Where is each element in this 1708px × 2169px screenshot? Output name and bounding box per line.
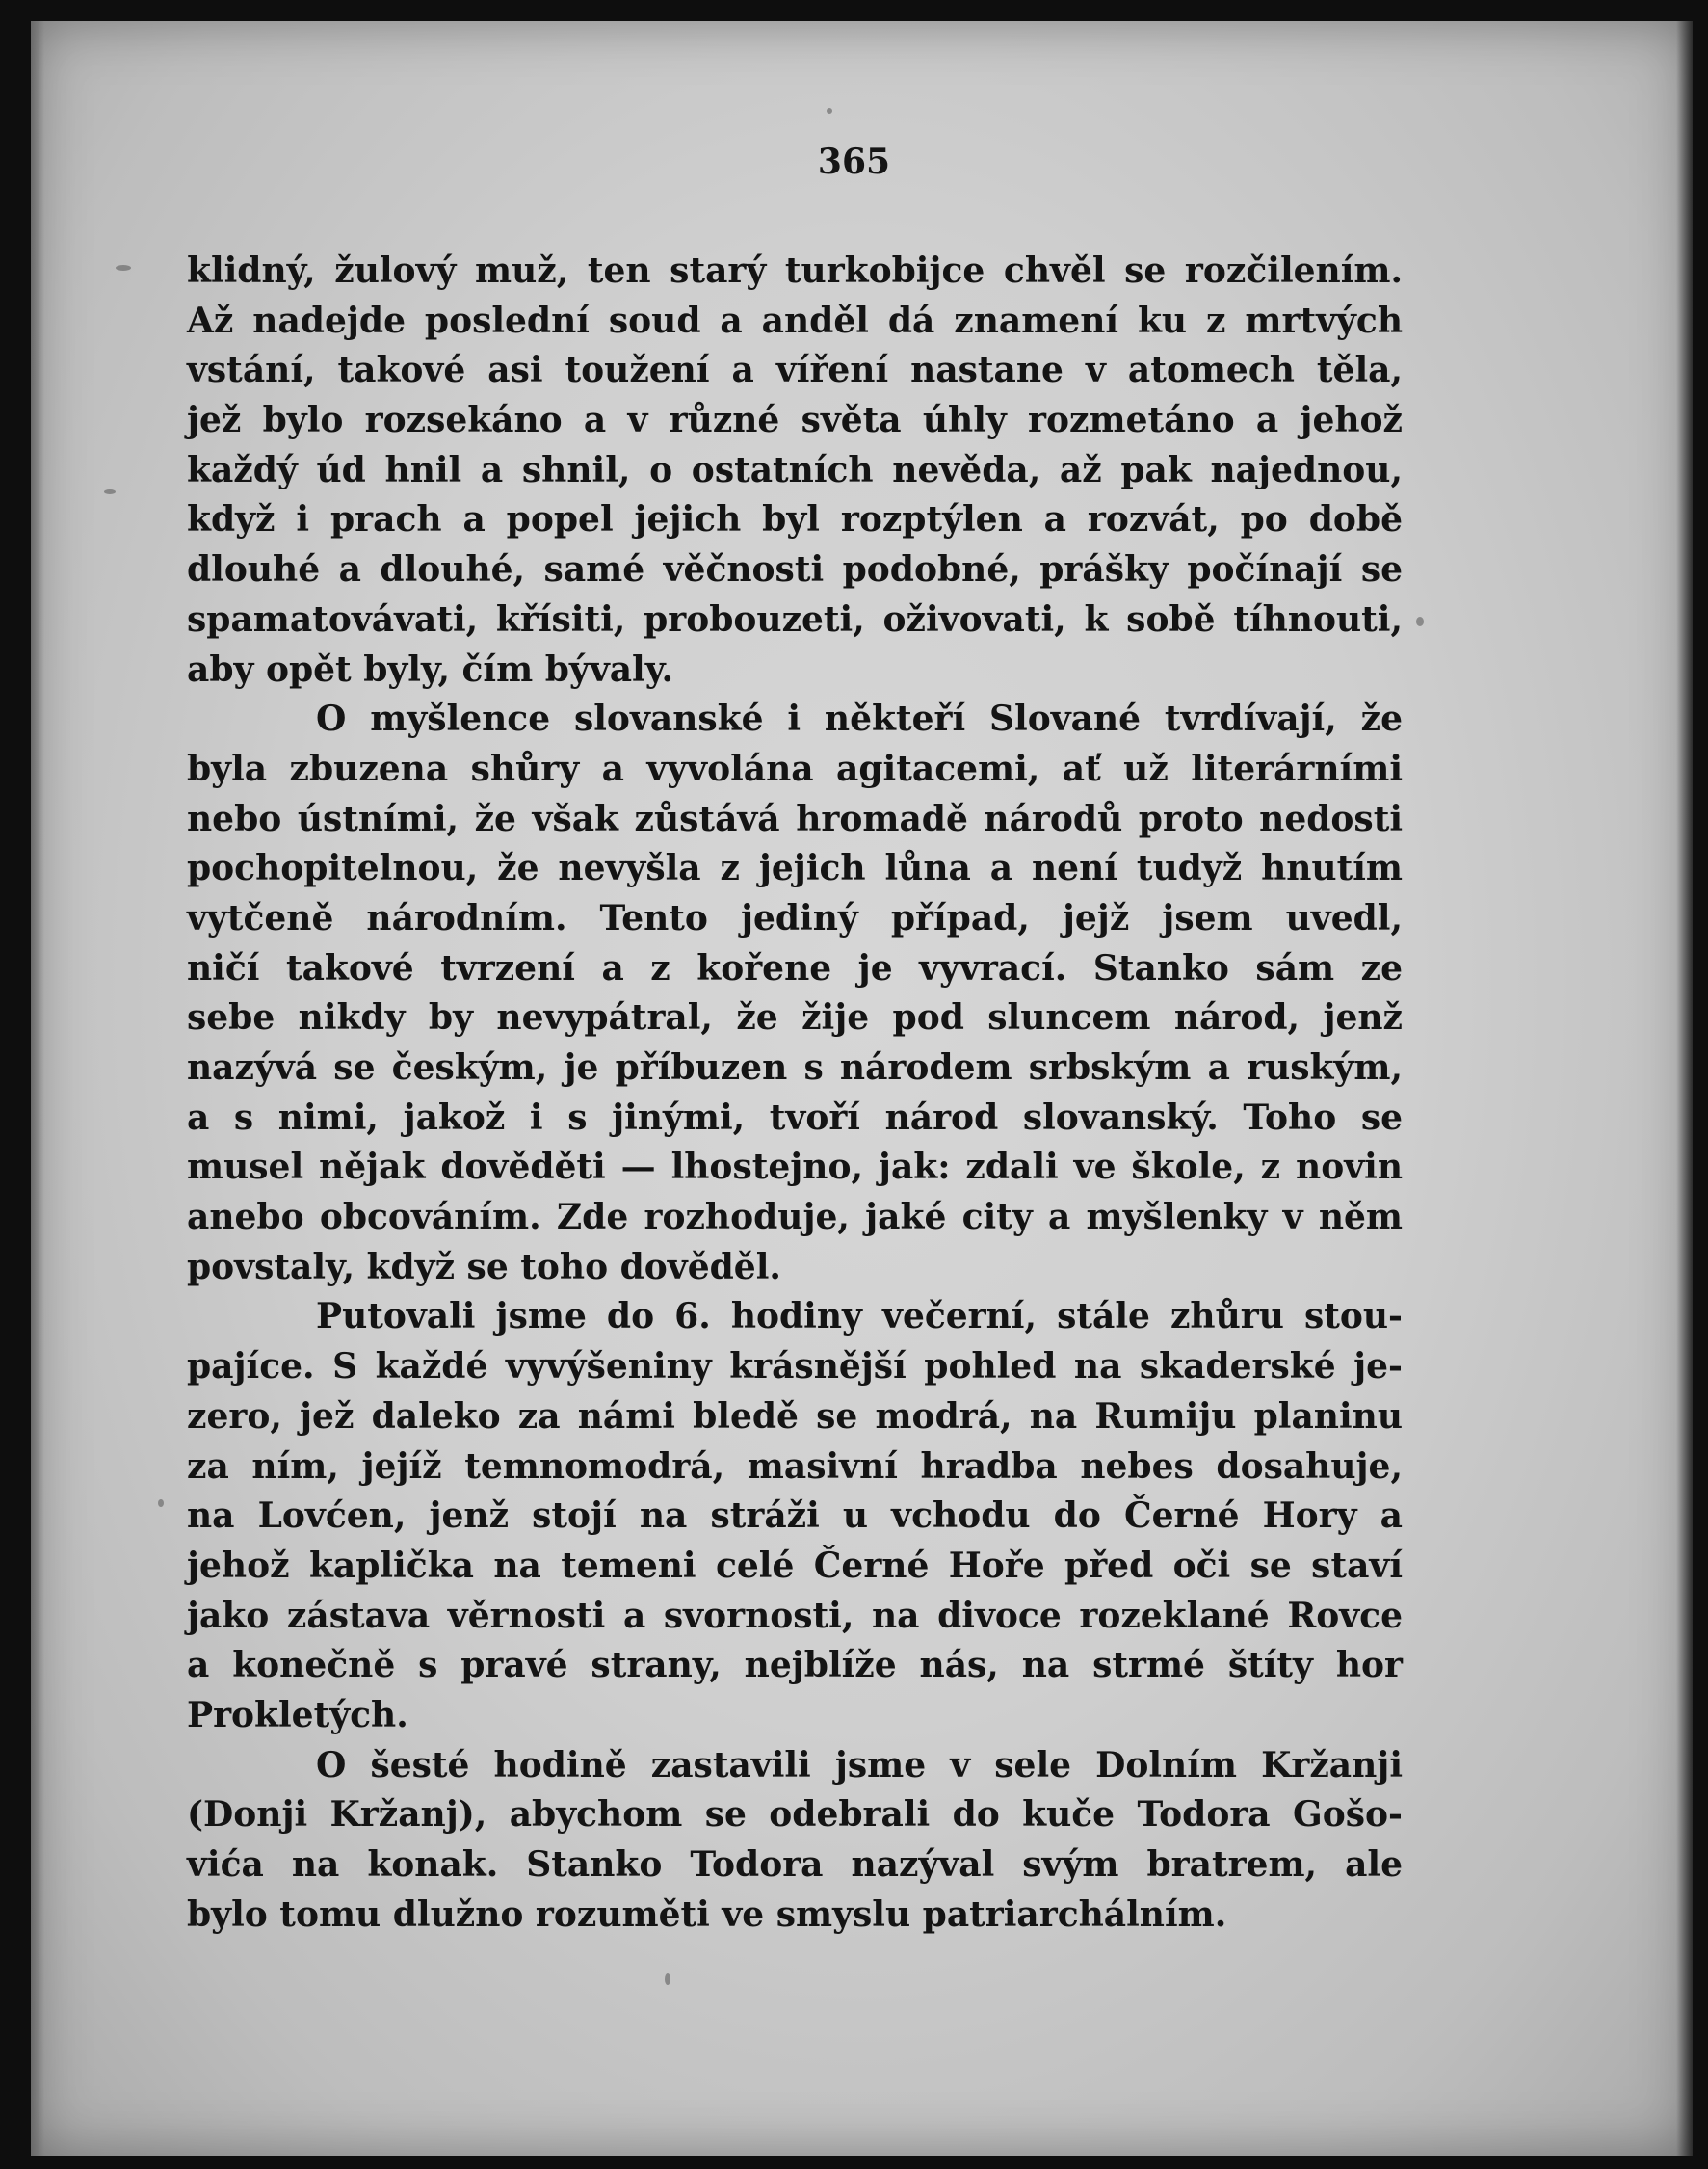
- text-line: pochopitelnou, že nevyšla z jejich lůna a není tudyž hnutím: [187, 848, 1403, 889]
- text-line: povstaly, když se toho dověděl.: [187, 1246, 781, 1287]
- text-line: vstání, takové asi toužení a víření nastane v atomech těla,: [187, 350, 1403, 391]
- text-line: byla zbuzena shůry a vyvolána agitacemi, ať už literárními: [187, 748, 1403, 789]
- text-line: dlouhé a dlouhé, samé věčnosti podobné, prášky počínají se: [187, 549, 1403, 591]
- paragraph: [187, 695, 1403, 1292]
- scan-speck: [158, 1499, 164, 1507]
- text-line: musel nějak dověděti — lhostejno, jak: zdali ve škole, z novin: [187, 1147, 1403, 1188]
- text-line: klidný, žulový muž, ten starý turkobijce chvěl se rozčilením.: [187, 251, 1403, 291]
- scan-speck: [116, 265, 131, 271]
- page-number: 365: [817, 142, 891, 182]
- text-line: bylo tomu dlužno rozuměti ve smyslu patriarchálním.: [187, 1893, 1227, 1935]
- text-line: jež bylo rozsekáno a v různé světa úhly rozmetáno a jehož: [187, 400, 1403, 441]
- text-line: O šesté hodině zastavili jsme v sele Dolním Kržanji: [316, 1744, 1403, 1785]
- text-line: Putovali jsme do 6. hodiny večerní, stále zhůru stou-: [316, 1296, 1403, 1337]
- page-right-edge-shadow: [1676, 21, 1693, 2156]
- text-line: pajíce. S každé vyvýšeniny krásnější pohled na skaderské je-: [187, 1346, 1403, 1388]
- text-line: za ním, jejíž temnomodrá, masivní hradba nebes dosahuje,: [187, 1445, 1403, 1487]
- paragraph: [187, 1292, 1403, 1740]
- text-line: aby opět byly, čím bývaly.: [187, 648, 674, 690]
- text-line: vića na konak. Stanko Todora nazýval svým bratrem, ale: [187, 1844, 1403, 1885]
- text-line: každý úd hnil a shnil, o ostatních nevěda, až pak najednou,: [187, 449, 1403, 490]
- text-line: nebo ústními, že však zůstává hromadě národů proto nedosti: [187, 798, 1403, 839]
- scan-speck: [827, 108, 832, 114]
- text-line: jehož kaplička na temeni celé Černé Hoře před oči se staví: [187, 1545, 1403, 1586]
- text-line: anebo obcováním. Zde rozhoduje, jaké city a myšlenky v něm: [187, 1197, 1403, 1238]
- scan-speck: [665, 1973, 670, 1985]
- text-line: jako zástava věrnosti a svornosti, na divoce rozeklané Rovce: [187, 1595, 1403, 1636]
- body-text: [187, 247, 1403, 1940]
- text-line: spamatovávati, křísiti, probouzeti, oživovati, k sobě tíhnouti,: [187, 598, 1403, 640]
- paragraph: [187, 247, 1403, 695]
- page-left-edge-shadow: [31, 21, 44, 2156]
- text-line: na Lovćen, jenž stojí na stráži u vchodu do Černé Hory a: [187, 1495, 1403, 1537]
- text-line: sebe nikdy by nevypátral, že žije pod sluncem národ, jenž: [187, 997, 1403, 1039]
- scan-speck: [104, 489, 116, 494]
- text-line: Až nadejde poslední soud a anděl dá znamení ku z mrtvých: [187, 300, 1403, 341]
- text-line: Prokletých.: [187, 1694, 408, 1735]
- text-line: nazývá se českým, je příbuzen s národem srbským a ruským,: [187, 1047, 1403, 1088]
- scan-speck: [1416, 617, 1424, 626]
- paragraph: [187, 1741, 1403, 1941]
- text-line: vytčeně národním. Tento jediný případ, jejž jsem uvedl,: [187, 897, 1403, 939]
- text-line: a konečně s pravé strany, nejblíže nás, na strmé štíty hor: [187, 1645, 1403, 1686]
- text-line: ničí takové tvrzení a z kořene je vyvrací. Stanko sám ze: [187, 947, 1403, 989]
- text-line: zero, jež daleko za námi bledě se modrá, na Rumiju planinu: [187, 1395, 1403, 1437]
- text-line: a s nimi, jakož i s jinými, tvoří národ slovanský. Toho se: [187, 1097, 1403, 1138]
- text-line: O myšlence slovanské i někteří Slované tvrdívají, že: [316, 699, 1403, 740]
- text-line: (Donji Kržanj), abychom se odebrali do kuče Todora Gošo-: [187, 1794, 1403, 1836]
- text-line: když i prach a popel jejich byl rozptýlen a rozvát, po době: [187, 499, 1403, 541]
